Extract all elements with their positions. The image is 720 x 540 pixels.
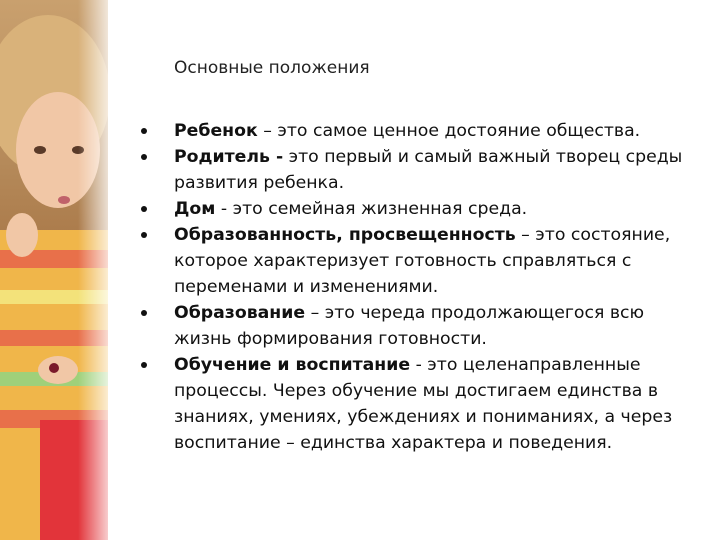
- list-item: [134, 300, 706, 352]
- list-item: [134, 196, 706, 222]
- item-term: Дом: [174, 199, 216, 219]
- bullet-dot-icon: [141, 310, 147, 316]
- bullet-dot-icon: [141, 128, 147, 134]
- list-item: [134, 118, 706, 144]
- item-term: Образованность, просвещенность: [174, 225, 516, 245]
- item-text: – это самое ценное достояние общества.: [257, 121, 641, 141]
- bullet-list: [134, 118, 706, 456]
- list-item: [134, 222, 706, 300]
- list-item: [134, 144, 706, 196]
- bullet-dot-icon: [141, 232, 147, 238]
- item-text: - это семейная жизненная среда.: [215, 199, 528, 219]
- list-item: [134, 352, 706, 456]
- item-term: Ребенок: [174, 121, 258, 141]
- item-text: - это целенаправленные процессы. Через обучение мы достигаем единства в знаниях, умениях, убеждениях и пониманиях, а через воспитание – единства характера и поведения.: [174, 355, 673, 453]
- photo-fade: [78, 0, 118, 540]
- bullet-dot-icon: [141, 154, 147, 160]
- bullet-dot-icon: [141, 362, 147, 368]
- bullet-dot-icon: [141, 206, 147, 212]
- item-text: – это состояние, которое характеризует готовность справляться с переменами и изменениями.: [174, 225, 671, 297]
- slide-heading: Основные положения: [174, 58, 370, 78]
- item-text: это первый и самый важный творец среды развития ребенка.: [174, 147, 683, 193]
- item-term: Родитель -: [174, 147, 284, 167]
- item-text: – это череда продолжающегося всю жизнь формирования готовности.: [174, 303, 645, 349]
- item-term: Обучение и воспитание: [174, 355, 411, 375]
- item-term: Образование: [174, 303, 306, 323]
